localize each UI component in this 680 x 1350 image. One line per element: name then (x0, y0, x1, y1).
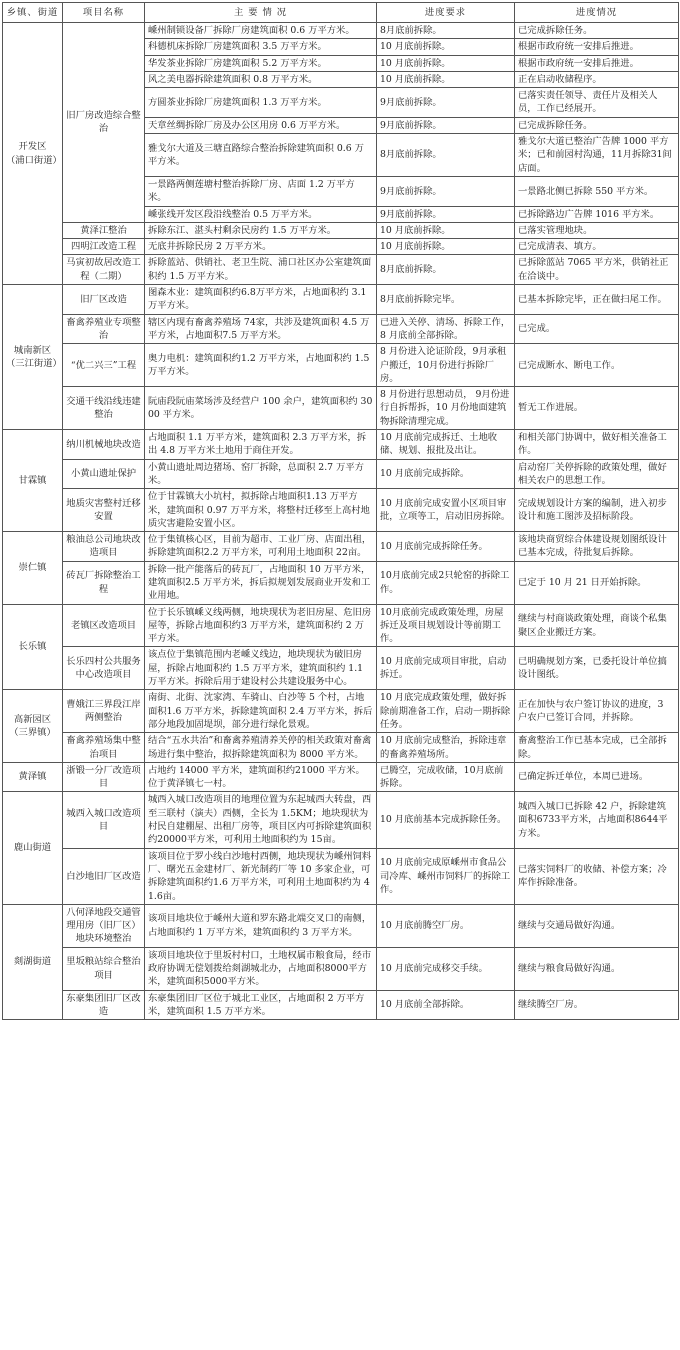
requirement-cell: 8月底前拆除。 (377, 23, 515, 39)
status-cell: 根据市政府统一安排后推进。 (515, 39, 679, 55)
status-cell: 完成规划设计方案的编制，进入初步设计和施工图涉及招标阶段。 (515, 489, 679, 532)
project-name-cell: 地质灾害整村迁移安置 (63, 489, 145, 532)
requirement-cell: 10 月底前完成移交手续。 (377, 947, 515, 990)
project-name-cell: 里坂粮站综合整治项目 (63, 947, 145, 990)
main-situation-cell: 拆除蓝站、供销社、老卫生院、浦口社区办公室建筑面积约 1.5 万平方米。 (145, 255, 377, 285)
main-situation-cell: 奥力电机：建筑面积约1.2 万平方米，占地面积约 1.5 万平方米。 (145, 344, 377, 387)
requirement-cell: 10 月底前拆除。 (377, 39, 515, 55)
table-row (3, 459, 679, 489)
status-cell: 已完成拆除任务。 (515, 23, 679, 39)
requirement-cell: 8月底前拆除。 (377, 134, 515, 177)
project-name-cell: 交通干线沿线违建整治 (63, 387, 145, 430)
table-row (3, 239, 679, 255)
requirement-cell: 10 月底前完成拆除任务。 (377, 532, 515, 562)
town-cell: 崇仁镇 (3, 532, 63, 604)
requirement-cell: 10月底前完成2只轮窑的拆除工作。 (377, 561, 515, 604)
requirement-cell: 已进入关停、清场、拆除工作，8 月底前全部拆除。 (377, 314, 515, 344)
main-situation-cell: 科德机床拆除厂房建筑面积 3.5 万平方米。 (145, 39, 377, 55)
main-situation-cell: 图森木业：建筑面积约6.8万平方米，占地面积约 3.1 万平方米。 (145, 285, 377, 315)
status-cell: 已完成拆除任务。 (515, 117, 679, 133)
main-situation-cell: 该点位于集镇范围内老嵊义线边，地块现状为破旧房屋，拆除占地面积约 1.5 万平方米，建筑面积约 1.1 万平方米。拆除后用于建设村公共建设服务中心。 (145, 647, 377, 690)
header-status: 进度情况 (515, 3, 679, 23)
main-situation-cell: 嵊张线开发区段沿线整治 0.5 万平方米。 (145, 206, 377, 222)
town-cell: 黄泽镇 (3, 762, 63, 792)
requirement-cell: 10 月底前完成拆迁、土地收储、规划、报批及出让。 (377, 430, 515, 460)
project-name-cell: 长乐四村公共服务中心改造项目 (63, 647, 145, 690)
main-situation-cell: 该项目地块位于嵊州大道和罗东路北端交叉口的南侧，占地面积约 1 万平方米，建筑面积约 3 万平方米。 (145, 904, 377, 947)
status-cell: 该地块商贸综合体建设规划图纸设计已基本完成，待批复后拆除。 (515, 532, 679, 562)
status-cell: 继续与村商谈政策处理，商谈个私集聚区企业搬迁方案。 (515, 604, 679, 647)
main-situation-cell: 占地面积 1.1 万平方米，建筑面积 2.3 万平方米，拆出 4.8 万平方米土地用于商住开发。 (145, 430, 377, 460)
main-situation-cell: 城西入城口改造项目的地理位置为东起城西大转盘，西至三联村（演夫）西侧，全长为 1.5KM；地块现状为村民自建棚屋、出租厂房等，项目区内可拆除建筑面积约20000平方米，可利用土地面积约为 15亩。 (145, 792, 377, 848)
requirement-cell: 10 月底前完成原嵊州市食品公司冷库、嵊州市饲料厂的拆除工作。 (377, 848, 515, 904)
requirement-cell: 8月底前拆除。 (377, 255, 515, 285)
main-situation-cell: 阮庙段阮庙菜场涉及经营户 100 余户，建筑面积约 3000 平方米。 (145, 387, 377, 430)
requirement-cell: 10 月底前拆除。 (377, 222, 515, 238)
requirement-cell: 10 月底前拆除。 (377, 71, 515, 87)
requirement-cell: 9月底前拆除。 (377, 176, 515, 206)
requirement-cell: 10 月底前全部拆除。 (377, 990, 515, 1020)
town-cell: 城南新区 （三江街道） (3, 285, 63, 430)
town-cell: 甘霖镇 (3, 430, 63, 532)
requirement-cell: 10月底前完成政策处理，房屋拆迁及项目规划设计等前期工作。 (377, 604, 515, 647)
table-row (3, 285, 679, 315)
main-situation-cell: 天章丝绸拆除厂房及办公区用房 0.6 万平方米。 (145, 117, 377, 133)
status-cell: 正在启动收储程序。 (515, 71, 679, 87)
requirement-cell: 9月底前拆除。 (377, 117, 515, 133)
status-cell: 已拆除蓝站 7065 平方米，供销社正在洽谈中。 (515, 255, 679, 285)
project-name-cell: 纳川机械地块改造 (63, 430, 145, 460)
main-situation-cell: 位于甘霖镇大小坑村，拟拆除占地面积1.13 万平方米，建筑面积 0.97 万平方米，将整村迁移至上高村地质灾害避险安置小区。 (145, 489, 377, 532)
table-row (3, 947, 679, 990)
status-cell: 正在加快与农户签订协议的进度，3 户农户已签订合同，并拆除。 (515, 690, 679, 733)
requirement-cell: 10 月底前基本完成拆除任务。 (377, 792, 515, 848)
status-cell: 继续与交通局做好沟通。 (515, 904, 679, 947)
status-cell: 已落实饲料厂的收储、补偿方案；冷库作拆除准备。 (515, 848, 679, 904)
main-situation-cell: 小黄山遗址周边猪场、窑厂拆除，总面积 2.7 万平方米。 (145, 459, 377, 489)
project-name-cell: 浙锻一分厂改造项目 (63, 762, 145, 792)
table-row (3, 222, 679, 238)
header-row (3, 3, 679, 23)
project-name-cell: 小黄山遗址保护 (63, 459, 145, 489)
table-row (3, 344, 679, 387)
main-situation-cell: 东豪集团旧厂区位于城北工业区，占地面积 2 万平方米，建筑面积 1.5 万平方米。 (145, 990, 377, 1020)
status-cell: 畜禽整治工作已基本完成，已全部拆除。 (515, 733, 679, 763)
table-row (3, 561, 679, 604)
status-cell: 已明确规划方案，已委托设计单位搞设计图纸。 (515, 647, 679, 690)
project-name-cell: 老镇区改造项目 (63, 604, 145, 647)
main-situation-cell: 该项目位于罗小线白沙地村西侧，地块现状为嵊州饲料厂、曙光五金建材厂、新光制药厂等 10 多家企业，可拆除建筑面积约1.6 万平方米，可利用土地面积约为 41.6亩。 (145, 848, 377, 904)
town-cell: 剡湖街道 (3, 904, 63, 1019)
status-cell: 继续与粮食局做好沟通。 (515, 947, 679, 990)
town-cell: 开发区 （浦口街道） (3, 23, 63, 285)
main-situation-cell: 结合“五水共治”和畜禽养殖清养关停的相关政策对畜禽场进行集中整治，拟拆除建筑面积为 8000 平方米。 (145, 733, 377, 763)
status-cell: 继续腾空厂房。 (515, 990, 679, 1020)
status-cell: 和相关部门协调中，做好相关准备工作。 (515, 430, 679, 460)
table-row (3, 314, 679, 344)
status-cell: 城西入城口已拆除 42 户，拆除建筑面积6733平方米，占地面积8644平方米。 (515, 792, 679, 848)
status-cell: 已基本拆除完毕，正在做扫尾工作。 (515, 285, 679, 315)
project-name-cell: 旧厂区改造 (63, 285, 145, 315)
main-situation-cell: 方圆茶业拆除厂房建筑面积 1.3 万平方米。 (145, 88, 377, 118)
main-situation-cell: 占地约 14000 平方米，建筑面积约21000 平方米。位于黄泽镇七一村。 (145, 762, 377, 792)
status-cell: 雅戈尔大道已整治广告牌 1000 平方米；已和前园村沟通，11月拆除31间店面。 (515, 134, 679, 177)
requirement-cell: 8 月份进入论证阶段，9月承租户搬迁，10月份进行拆除厂房。 (377, 344, 515, 387)
requirement-cell: 10 月底前拆除。 (377, 239, 515, 255)
requirement-cell: 8月底前拆除完毕。 (377, 285, 515, 315)
table-row (3, 532, 679, 562)
project-name-cell: 砖瓦厂拆除整治工程 (63, 561, 145, 604)
status-cell: 已完成清表、填方。 (515, 239, 679, 255)
main-situation-cell: 南街、北街、沈家湾、车骑山、白沙等 5 个村，占地面积1.6 万平方米，拆除建筑面积 2.4 万平方米，拆后部分地段加固堤坝，部分进行绿化景观。 (145, 690, 377, 733)
requirement-cell: 10 月底前腾空厂房。 (377, 904, 515, 947)
project-name-cell: 旧厂房改造综合整治 (63, 23, 145, 223)
table-row (3, 792, 679, 848)
project-name-cell: “优二兴三”工程 (63, 344, 145, 387)
status-cell: 暂无工作进展。 (515, 387, 679, 430)
table-row (3, 904, 679, 947)
progress-table (2, 2, 679, 1020)
main-situation-cell: 位于集镇核心区，目前为超市、工业厂房、店面出租，拆除建筑面积2.2 万平方米，可利用土地面积 22亩。 (145, 532, 377, 562)
requirement-cell: 10 月底前完成整治，拆除违章的畜禽养殖场所。 (377, 733, 515, 763)
status-cell: 已完成。 (515, 314, 679, 344)
table-row (3, 604, 679, 647)
town-cell: 长乐镇 (3, 604, 63, 690)
requirement-cell: 10 月底前拆除。 (377, 55, 515, 71)
table-row (3, 733, 679, 763)
main-situation-cell: 该项目地块位于里坂村村口，土地权属市粮食局，经市政府协调无偿划拨给剡湖城北办，占地面积8000平方米，建筑面积5000平方米。 (145, 947, 377, 990)
project-name-cell: 畜禽养殖业专项整治 (63, 314, 145, 344)
project-name-cell: 粮油总公司地块改造项目 (63, 532, 145, 562)
main-situation-cell: 一景路两侧莲塘村整治拆除厂房、店面 1.2 万平方米。 (145, 176, 377, 206)
main-situation-cell: 风之美电器拆除建筑面积 0.8 万平方米。 (145, 71, 377, 87)
requirement-cell: 8 月份进行思想动员， 9月份进行自拆帮拆，10 月份地面建筑物拆除清理完成。 (377, 387, 515, 430)
project-name-cell: 黄泽江整治 (63, 222, 145, 238)
table-row (3, 762, 679, 792)
header-town: 乡镇、街道 (3, 3, 63, 23)
status-cell: 已落实责任领导、责任片及相关人员，工作已经展开。 (515, 88, 679, 118)
status-cell: 已落实管理地块。 (515, 222, 679, 238)
table-row (3, 848, 679, 904)
project-name-cell: 四明江改造工程 (63, 239, 145, 255)
main-situation-cell: 无底井拆除民房 2 万平方米。 (145, 239, 377, 255)
status-cell: 已完成断水、断电工作。 (515, 344, 679, 387)
main-situation-cell: 嵊州制锁设备厂拆除厂房建筑面积 0.6 万平方米。 (145, 23, 377, 39)
table-row (3, 255, 679, 285)
project-name-cell: 曹娥江三界段江岸两侧整治 (63, 690, 145, 733)
main-situation-cell: 辖区内现有畜禽养殖场 74家，共涉及建筑面积 4.5 万平方米，占地面积7.5 万平方米。 (145, 314, 377, 344)
town-cell: 高新园区 （三界镇） (3, 690, 63, 762)
requirement-cell: 9月底前拆除。 (377, 206, 515, 222)
table-row (3, 647, 679, 690)
table-row (3, 489, 679, 532)
status-cell: 根据市政府统一安排后推进。 (515, 55, 679, 71)
requirement-cell: 9月底前拆除。 (377, 88, 515, 118)
project-name-cell: 东豪集团旧厂区改造 (63, 990, 145, 1020)
table-body (3, 23, 679, 1020)
project-name-cell: 马寅初故居改造工程（二期） (63, 255, 145, 285)
status-cell: 已拆除路边广告牌 1016 平方米。 (515, 206, 679, 222)
table-row (3, 23, 679, 39)
main-situation-cell: 拆除东江、湛头村剩余民房约 1.5 万平方米。 (145, 222, 377, 238)
header-requirement: 进度要求 (377, 3, 515, 23)
status-cell: 启动窑厂关停拆除的政策处理，做好相关农户的思想工作。 (515, 459, 679, 489)
project-name-cell: 城西入城口改造项目 (63, 792, 145, 848)
status-cell: 一景路北侧已拆除 550 平方米。 (515, 176, 679, 206)
table-row (3, 387, 679, 430)
main-situation-cell: 雅戈尔大道及三塘直路综合整治拆除建筑面积 0.6 万平方米。 (145, 134, 377, 177)
project-name-cell: 白沙地旧厂区改造 (63, 848, 145, 904)
project-name-cell: 八何泽地段交通管理用房（旧厂区）地块环境整治 (63, 904, 145, 947)
town-cell: 鹿山街道 (3, 792, 63, 904)
table-row (3, 990, 679, 1020)
table-row (3, 690, 679, 733)
requirement-cell: 10 月底完成政策处理，做好拆除前期准备工作，启动一期拆除任务。 (377, 690, 515, 733)
requirement-cell: 已腾空，完成收储，10月底前拆除。 (377, 762, 515, 792)
header-project: 项目名称 (63, 3, 145, 23)
requirement-cell: 10 月底前完成安置小区项目审批，立项等工，启动旧房拆除。 (377, 489, 515, 532)
status-cell: 已定于 10 月 21 日开始拆除。 (515, 561, 679, 604)
main-situation-cell: 位于长乐镇嵊义线两侧，地块现状为老旧房屋、危旧房屋等，拆除占地面积约3 万平方米，建筑面积约 2 万平方米。 (145, 604, 377, 647)
project-name-cell: 畜禽养殖场集中整治项目 (63, 733, 145, 763)
table-row (3, 430, 679, 460)
main-situation-cell: 华发茶业拆除厂房建筑面积 5.2 万平方米。 (145, 55, 377, 71)
requirement-cell: 10 月底前完成项目审批，启动拆迁。 (377, 647, 515, 690)
requirement-cell: 10 月底前完成拆除。 (377, 459, 515, 489)
header-main: 主 要 情 况 (145, 3, 377, 23)
status-cell: 已确定拆迁单位，本周已进场。 (515, 762, 679, 792)
main-situation-cell: 拆除一批产能落后的砖瓦厂，占地面积 10 万平方米，建筑面积2.5 万平方米，拆后拟规划发展商业开发和工业用地。 (145, 561, 377, 604)
